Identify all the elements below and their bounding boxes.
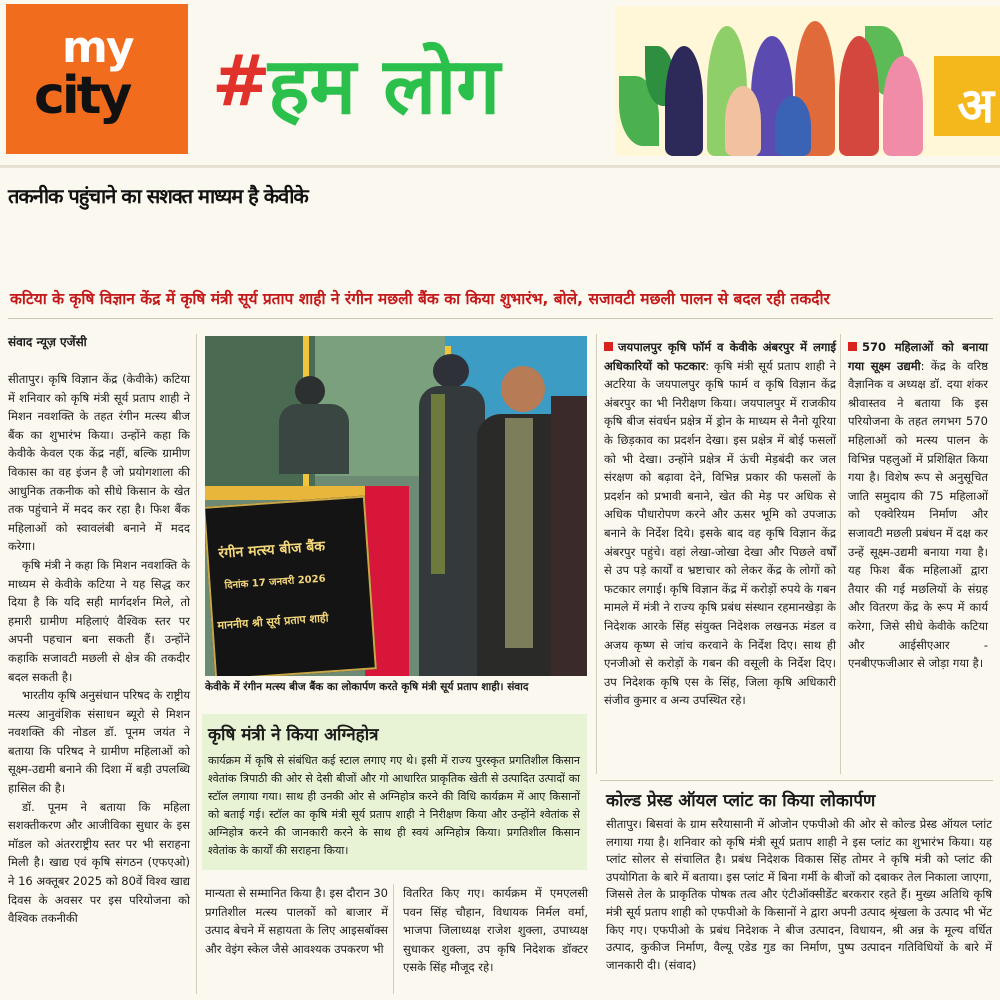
box-title: कृषि मंत्री ने किया अग्निहोत्र — [208, 725, 379, 745]
column-rule — [393, 884, 394, 994]
column-rule — [596, 334, 597, 774]
secondary-headline: कोल्ड प्रेस्ड ऑयल प्लांट का किया लोकार्पण — [606, 791, 876, 811]
section-kicker: जयपालपुर कृषि फॉर्म व केवीके अंबरपुर में लगाई अधिकारियों को फटकार — [604, 340, 836, 373]
photo-caption: केवीके में रंगीन मत्स्य बीज बैंक का लोकार्पण करते कृषि मंत्री सूर्य प्रताप शाही। संवाद — [205, 681, 529, 693]
section-divider — [600, 780, 993, 781]
column-rule — [840, 334, 841, 774]
plaque-line-2: दिनांक 17 जनवरी 2026 — [224, 573, 326, 592]
headline: तकनीक पहुंचाने का सशक्त माध्यम है केवीके — [8, 184, 308, 208]
paragraph: कृषि मंत्री ने कहा कि मिशन नवशक्ति के माध्यम से केवीके कटिया ने यह सिद्ध कर दिया है कि यदि सही मार्गदर्शन मिले, तो हमारी ग्रामीण महिलाएं वैश्विक स्तर पर अपनी पहचान बना सकती हैं। उन्होंने कहाकि सजावटी मछली से क्षेत्र की तकदीर बदल सकती है। — [8, 557, 190, 684]
banner-illustration — [615, 6, 1000, 156]
plaque-line-3: माननीय श्री सूर्य प्रताप शाही — [216, 611, 329, 633]
section-kicker: 570 महिलाओं को बनाया गया सूक्ष्म उद्यमी — [848, 340, 988, 373]
column-rule — [196, 334, 197, 994]
section-body: : कृषि मंत्री सूर्य प्रताप शाही ने अटरिया के जयपालपुर कृषि फार्म व कृषि विज्ञान केंद्र अंबरपुर का भी निरीक्षण किया। जयपालपुर में राजकीय कृषि बीज संवर्धन प्रक्षेत्र में ड्रोन के माध्यम से नैनो यूरिया के छिड़काव का प्रदर्शन देखा। इस प्रक्षेत्र में बोई फसलों को भी देखा। उन्होंने प्रक्षेत्र में ऊंची मेड़बंदी कर जल संरक्षण को बढ़ावा देने, विभिन्न प्रकार की फसलों के प्रदर्शन को प्रभावी बनाने, खेत की मेड़ पर अधिक से अधिक पौधारोपण करने और ऊसर भूमि को उपजाऊ बनाने के निर्देश दिये। इसके बाद वह कृषि विज्ञान केंद्र अंबरपुर पहुंचे। वहां लेखा-जोखा देखा और पिछले वर्षों से उप पड़े कार्यों व भ्रष्टाचार को लेकर केंद्र के लोगों को फटकार लगाई। कृषि विज्ञान केंद्र में करोड़ों रुपये के गबन मामले में मंत्री ने राज्य कृषि प्रबंध संस्थान रहमानखेड़ा के निदेशक आरके सिंह संयुक्त निदेशक लखनऊ मंडल व अजय कृष्ण से जांच करवाने के निर्देश दिए। साथ ही एनजीओ से करोड़ों के गबन की वसूली के निर्देश दिए। उप निदेशक कृषि एस के सिंह, जिला कृषि अधिकारी संजीव कुमार व अन्य उपस्थित रहे। — [604, 358, 836, 708]
article-column-4 — [848, 338, 988, 673]
subheadline: कटिया के कृषि विज्ञान केंद्र में कृषि मंत्री सूर्य प्रताप शाही ने रंगीन मछली बैंक का किया शुभारंभ, बोले, सजावटी मछली पालन से बदल रही तकदीर — [10, 290, 830, 308]
article-column-1 — [8, 370, 190, 928]
mycity-logo — [6, 4, 188, 154]
bullet-square — [848, 342, 857, 351]
headline-divider — [8, 318, 993, 319]
logo-my: my — [62, 22, 133, 73]
logo-city: city — [34, 66, 130, 126]
header-divider — [0, 165, 1000, 168]
box-body: कार्यक्रम में कृषि से संबंधित कई स्टाल लगाए गए थे। इसी में राज्य पुरस्कृत प्रगतिशील किसान श्वेतांक त्रिपाठी की ओर से देसी बीजों और गो आधारित प्राकृतिक खेती से उत्पादित उत्पादों का स्टॉल लगाया गया। साथ ही उनकी ओर से अग्निहोत्र करने की विधि कार्यक्रम में आए किसानों को बताई गई। स्टॉल का कृषि मंत्री सूर्य प्रताप शाही ने निरीक्षण किया और उन्होंने श्वेतांक से अग्निहोत्र करने की जानकारी करने के साथ ही स्वयं अग्निहोत्र किया। प्रगतिशील किसान श्वेतांक के कार्यों की सराहना किया। — [208, 754, 580, 857]
section-hash: # — [212, 40, 271, 122]
news-photo — [205, 336, 587, 676]
bullet-square — [604, 342, 613, 351]
paragraph: डॉ. पूनम ने बताया कि महिला सशक्तीकरण और आजीविका सुधार के इस मॉडल को अंतरराष्ट्रीय स्तर पर भी सराहना मिली है। खाद्य एवं कृषि संगठन (एफएओ) ने 16 अक्तूबर 2025 को 80वें विश्व खाद्य दिवस के अवसर पर इस परियोजना को वैश्विक तकनीकी — [8, 799, 190, 926]
secondary-article-body: सीतापुर। बिसवां के ग्राम सरैयासानी में ओजोन एफपीओ की ओर से कोल्ड प्रेस्ड ऑयल प्लांट लगाया गया है। शनिवार को कृषि मंत्री सूर्य प्रताप शाही ने इस प्लांट का शुभारंभ किया। यह प्लांट सोलर से संचालित है। प्रबंध निदेशक विकास सिंह तोमर ने कृषि मंत्री को प्लांट की उपयोगिता के बारे में बताया। इस प्लांट में बिना गर्मी के बीजों को दबाकर तेल निकाला जाएगा, जिससे तेल के प्राकृतिक पोषक तत्व और एंटीऑक्सीडेंट बरकरार रहते हैं। मुख्य अतिथि कृषि मंत्री सूर्य प्रताप शाही को एफपीओ के किसानों ने द्वारा अपनी उत्पाद श्रृंखला के उत्पाद भी भेंट किए गए। एफपीओ के प्रबंध निदेशक ने बीज उत्पादन, विधायन, श्री अन्न के मूल्य वर्धित उत्पाद, कुकीज निर्माण, वैल्यू एडेड गुड का निर्माण, पुष्प उत्पादन गतिविधियों के बारे में जानकारी दी। (संवाद) — [606, 817, 992, 972]
byline: संवाद न्यूज़ एजेंसी — [8, 335, 87, 349]
section-body: : केंद्र के वरिष्ठ वैज्ञानिक व अध्यक्ष डॉ. दया शंकर श्रीवास्तव ने बताया कि इस परियोजना के तहत लगभग 570 महिलाओं को मत्स्य पालन के विभिन्न पहलुओं में प्रशिक्षित किया गया है। विशेष रूप से अनुसूचित जाति समुदाय की 75 महिलाओं को एक्वेरियम निर्माण और सजावटी मछली प्रबंधन में दक्ष कर उन्हें सूक्ष्म-उद्यमी बनाया गया है। यह फिश बैंक महिलाओं द्वारा तैयार की गई मछलियों के संग्रह और वितरण केंद्र के रूप में कार्य करेगा, जिसे सीधे केवीके कटिया और आईसीएआर - एनबीएफजीआर से जोड़ा गया है। — [848, 358, 988, 671]
paragraph: सीतापुर। कृषि विज्ञान केंद्र (केवीके) कटिया में शनिवार को कृषि मंत्री सूर्य प्रताप शाही ने मिशन नवशक्ति के तहत रंगीन मत्स्य बीज बैंक का शुभारंभ किया। उन्होंने कहा कि केवीके केवल एक केंद्र नहीं, बल्कि ग्रामीण विकास का वह इंजन है जो प्रयोगशाला की आधुनिक तकनीक को सीधे किसान के खेत तक पहुंचाने में मदद कर रहा है। फिश बैंक महिलाओं को स्वावलंबी बनाने में मदद करेगा। — [8, 372, 190, 554]
paragraph: भारतीय कृषि अनुसंधान परिषद के राष्ट्रीय मत्स्य आनुवंशिक संसाधन ब्यूरो से मिशन नवशक्ति की नोडल डॉ. पूनम जयंत ने बताया कि परिषद ने ग्रामीण महिलाओं को सूक्ष्म-उद्यमी बनाने की दिशा में बड़ी उपलब्धि हासिल की है। — [8, 688, 190, 796]
banner-letter: अ — [957, 78, 994, 134]
plaque-line-1: रंगीन मत्स्य बीज बैंक — [217, 538, 326, 562]
article-column-2a: मान्यता से सम्मानित किया है। इस दौरान 30 प्रगतिशील मत्स्य पालकों को बाजार में उत्पाद बेचने में सहायता के लिए आइसबॉक्स और वेइंग स्केल जैसे आवश्यक उपकरण भी — [205, 886, 388, 956]
section-title: हम लोग — [268, 42, 501, 132]
article-column-2b: वितरित किए गए। कार्यक्रम में एमएलसी पवन सिंह चौहान, विधायक निर्मल वर्मा, भाजपा जिलाध्यक्ष राजेश शुक्ला, उपाध्यक्ष सुधाकर शुक्ला, उप कृषि निदेशक डॉक्टर एसके सिंह मौजूद रहे। — [403, 886, 588, 975]
article-column-3 — [604, 338, 836, 710]
